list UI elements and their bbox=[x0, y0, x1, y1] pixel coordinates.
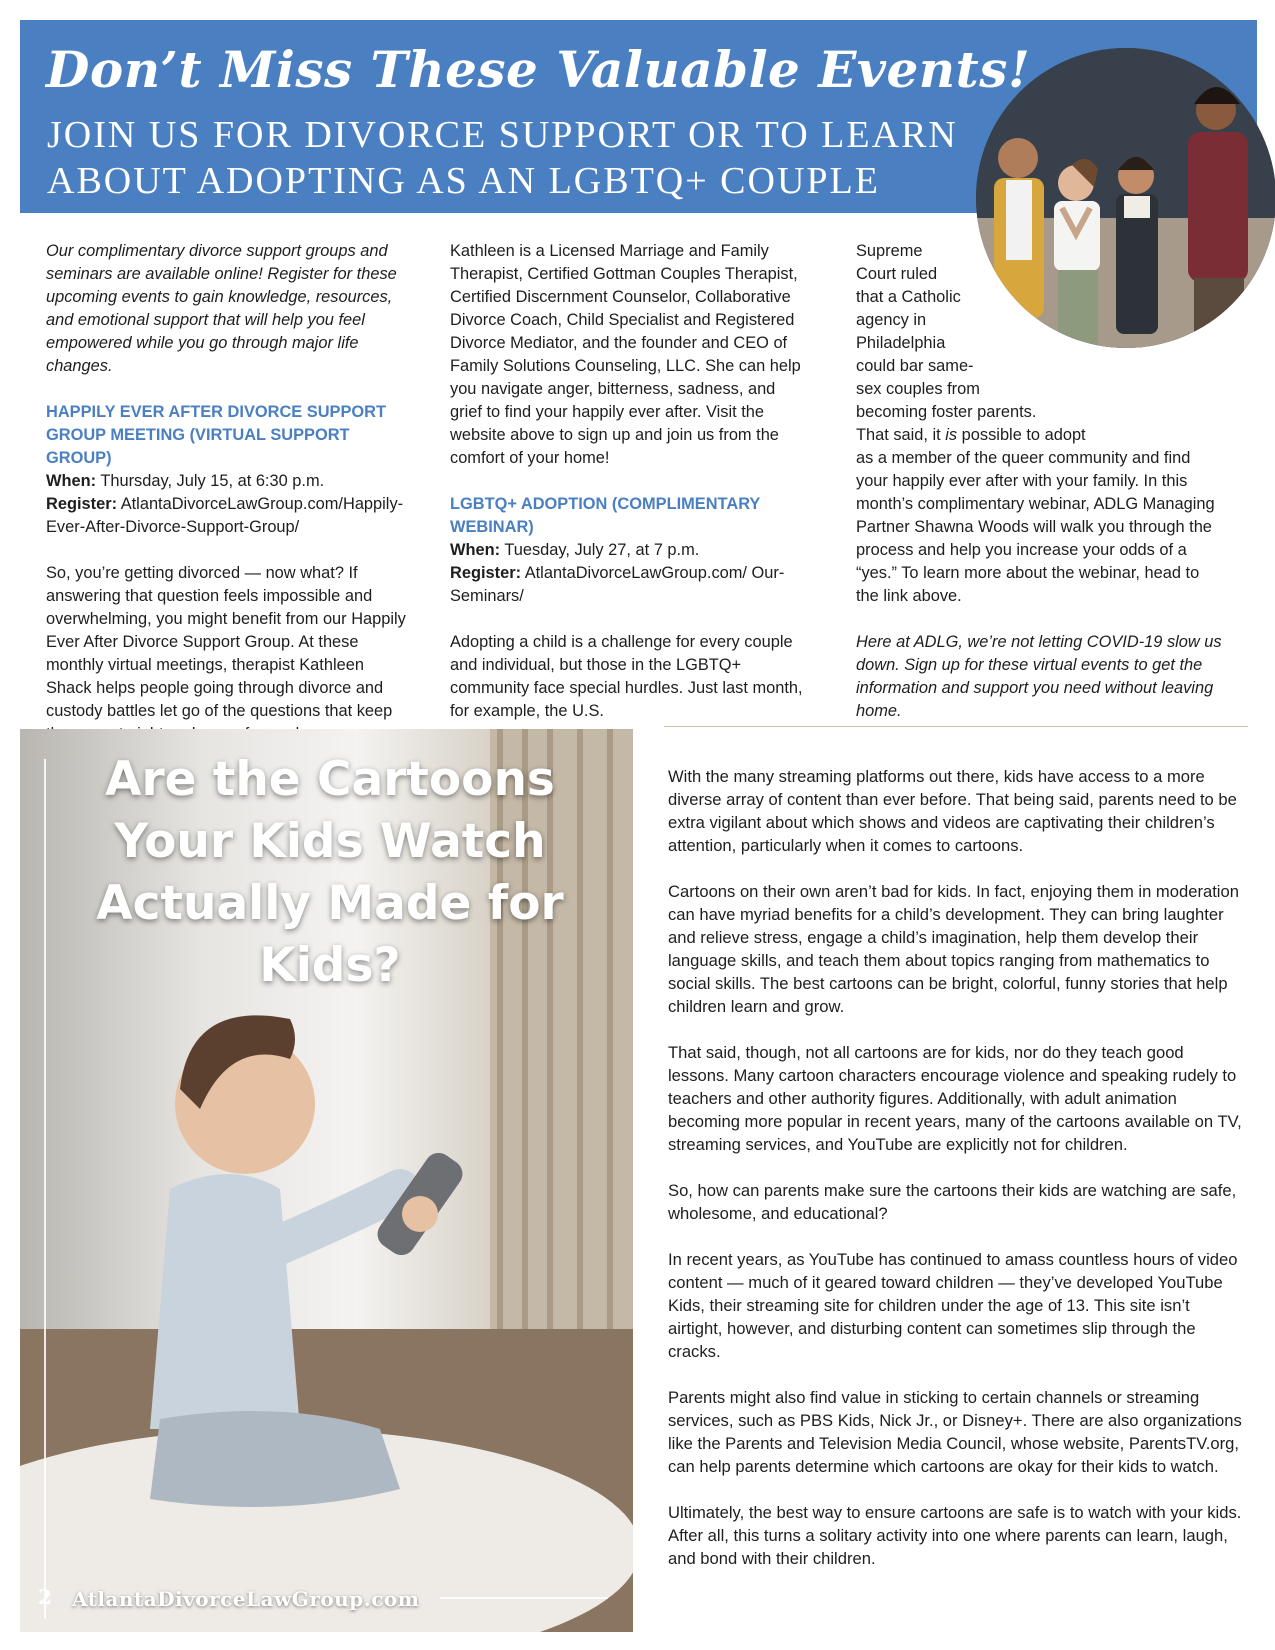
article-paragraph: In recent years, as YouTube has continued to amass countless hours of video content — much of it geared toward children — they’ve developed YouTube Kids, their streaming site for children under the age of 13. This site isn’t airtight, however, and disturbing content can sometimes slip through the cracks. bbox=[668, 1250, 1238, 1361]
column-3-line: sex couples from bbox=[856, 380, 980, 398]
column-3 bbox=[856, 240, 1226, 746]
column-3-line: Philadelphia bbox=[856, 334, 946, 352]
column-2 bbox=[450, 240, 810, 746]
column-3-narrow-text bbox=[856, 240, 1226, 424]
banner-subtitle-line-1: JOIN US FOR DIVORCE SUPPORT OR TO LEARN bbox=[47, 114, 958, 156]
column-1 bbox=[46, 240, 406, 769]
cartoons-article bbox=[668, 765, 1248, 1593]
event-1-when bbox=[46, 470, 406, 493]
adopt-line-pre: That said, it bbox=[856, 426, 946, 444]
event-2-when bbox=[450, 539, 810, 562]
article-paragraph: That said, though, not all cartoons are for kids, nor do they teach good lessons. Many cartoon characters encourage violence and speaking rudely to teachers and other authority figures. Additionally, with adult animation becoming more popular in recent years, many of the cartoons available on TV, streaming services, and YouTube are explicitly not for children. bbox=[668, 1043, 1242, 1154]
event-1-register bbox=[46, 493, 406, 539]
event-1-register-url[interactable]: AtlantaDivorceLawGroup.com/Happily-Ever-After-Divorce-Support-Group/ bbox=[46, 495, 404, 536]
article-paragraph: Parents might also find value in sticking to certain channels or streaming services, such as PBS Kids, Nick Jr., or Disney+. There are also organizations like the Parents and Television Media Council, whose website, ParentsTV.org, can help parents determine which cartoons are okay for their kids to watch. bbox=[668, 1388, 1242, 1476]
column-3-line: that a Catholic bbox=[856, 288, 961, 306]
banner-subtitle-line-2: ABOUT ADOPTING AS AN LGBTQ+ COUPLE bbox=[47, 160, 880, 202]
event-1 bbox=[46, 401, 406, 539]
article-paragraph: With the many streaming platforms out there, kids have access to a more diverse array of content than ever before. That being said, parents need to be extra vigilant about which shows and videos are captivating their children’s attention, particularly when it comes to cartoons. bbox=[668, 767, 1237, 855]
adopt-line-emphasis: is bbox=[945, 426, 958, 444]
adopt-line-post: possible to adopt bbox=[957, 426, 1086, 444]
photo-frame-line-bottom bbox=[440, 1597, 608, 1599]
event-1-register-label: Register: bbox=[46, 495, 118, 513]
feature-photo bbox=[20, 729, 633, 1632]
therapist-bio: Kathleen is a Licensed Marriage and Family Therapist, Certified Gottman Couples Therapist, Certified Discernment Counselor, Collaborative Divorce Coach, Child Specialist and Registered Divorce Mediator, and the founder and CEO of Family Solutions Counseling, LLC. She can help you navigate anger, bitterness, sadness, and grief to find your happily ever after. Visit the website above to sign up and join us from the comfort of your home! bbox=[450, 242, 801, 467]
article-paragraph: Cartoons on their own aren’t bad for kids. In fact, enjoying them in moderation can have myriad benefits for a child’s development. They can bring laughter and relieve stress, engage a child’s imagination, help them develop their language skills, and teach them about topics ranging from mathematics to social skills. The best cartoons can be bright, colorful, funny stories that help children learn and grow. bbox=[668, 882, 1239, 1016]
event-1-body: So, you’re getting divorced — now what? If answering that question feels impossible and overwhelming, you might benefit from our Happily Ever After Divorce Support Group. At these monthly virtual meetings, therapist Kathleen Shack helps people going through divorce and custody battles let go of the questions that keep bbox=[46, 564, 406, 720]
adopt-line bbox=[856, 424, 1226, 447]
event-2-register-label: Register: bbox=[450, 564, 522, 582]
banner-subtitle bbox=[47, 112, 958, 204]
intro-paragraph: Our complimentary divorce support groups and seminars are available online! Register for these upcoming events to gain knowledge, resources, and emotional support that will help you feel empowered while you go through major life changes. bbox=[46, 242, 397, 375]
banner-title: Don’t Miss These Valuable Events! bbox=[46, 40, 1031, 99]
event-2-when-value: Tuesday, July 27, at 7 p.m. bbox=[500, 541, 700, 559]
event-1-heading: HAPPILY EVER AFTER DIVORCE SUPPORT GROUP MEETING (VIRTUAL SUPPORT GROUP) bbox=[46, 403, 387, 467]
closing-note: Here at ADLG, we’re not letting COVID-19 slow us down. Sign up for these virtual events to get the information and support you need without leaving home. bbox=[856, 633, 1222, 720]
event-1-when-value: Thursday, July 15, at 6:30 p.m. bbox=[96, 472, 325, 490]
column-3-line: becoming foster parents. bbox=[856, 403, 1037, 421]
event-2-register-url[interactable]: AtlantaDivorceLawGroup.com/ Our-Seminars/ bbox=[450, 564, 785, 605]
event-2-register bbox=[450, 562, 810, 608]
article-paragraph: Ultimately, the best way to ensure cartoons are safe is to watch with your kids. After all, this turns a solitary activity into one where parents can learn, laugh, and bond with their children. bbox=[668, 1503, 1242, 1568]
footer-website[interactable]: AtlantaDivorceLawGroup.com bbox=[72, 1587, 420, 1611]
column-3-line: Court ruled bbox=[856, 265, 938, 283]
feature-title: Are the Cartoons Your Kids Watch Actually Made for Kids? bbox=[96, 752, 564, 993]
section-divider bbox=[664, 726, 1248, 727]
event-2-when-label: When: bbox=[450, 541, 501, 559]
event-1-when-label: When: bbox=[46, 472, 97, 490]
article-paragraph: So, how can parents make sure the cartoons their kids are watching are safe, wholesome, and educational? bbox=[668, 1181, 1237, 1223]
column-3-line: could bar same- bbox=[856, 357, 974, 375]
event-2-body: Adopting a child is a challenge for every couple and individual, but those in the LGBTQ+ community face special hurdles. Just last month, for example, the U.S. bbox=[450, 633, 803, 720]
page-number: 2 bbox=[38, 1585, 52, 1609]
event-2 bbox=[450, 493, 810, 608]
photo-frame-line-left bbox=[44, 759, 46, 1619]
webinar-description: as a member of the queer community and find your happily ever after with your family. In this month’s complimentary webinar, ADLG Managing Partner Shawna Woods will walk you through the process and help you increase your odds of a “yes.” To learn more about the webinar, head to the link above. bbox=[856, 449, 1215, 605]
column-3-line: agency in bbox=[856, 311, 927, 329]
event-2-heading: LGBTQ+ ADOPTION (COMPLIMENTARY WEBINAR) bbox=[450, 495, 761, 536]
column-3-line: Supreme bbox=[856, 242, 923, 260]
